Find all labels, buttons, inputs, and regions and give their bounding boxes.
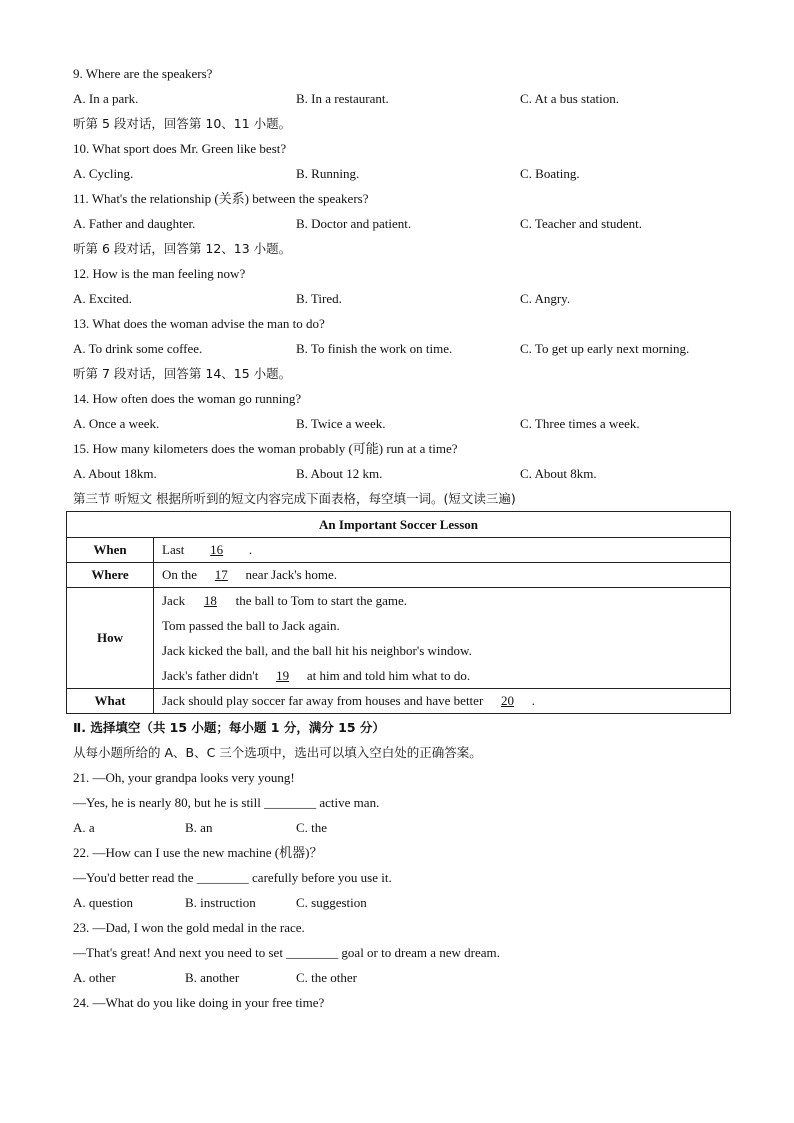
option-b: B. another bbox=[185, 970, 240, 985]
option-c: C. To get up early next morning. bbox=[520, 341, 690, 356]
row-label-how: How bbox=[67, 588, 154, 689]
options-13 bbox=[73, 338, 733, 363]
text: Jack's father didn't bbox=[162, 668, 259, 683]
table-row bbox=[67, 563, 731, 588]
instruction-note: 听第 7 段对话，回答第 14、15 小题。 bbox=[73, 366, 292, 381]
soccer-lesson-table bbox=[66, 511, 731, 714]
option-a: A. Excited. bbox=[73, 291, 132, 306]
option-b: B. instruction bbox=[185, 895, 256, 910]
option-b: B. To finish the work on time. bbox=[296, 341, 453, 356]
option-c: C. Angry. bbox=[520, 291, 571, 306]
options-10 bbox=[73, 163, 733, 188]
part2 bbox=[73, 717, 733, 1017]
instruction-note: 听第 5 段对话，回答第 10、11 小题。 bbox=[73, 116, 292, 131]
answer-blank-17: 17 bbox=[214, 567, 228, 582]
questions-top bbox=[73, 63, 733, 513]
answer-blank-20: 20 bbox=[501, 693, 515, 708]
text: . bbox=[531, 693, 536, 708]
question-12: 12. How is the man feeling now? bbox=[73, 266, 246, 281]
option-c: C. suggestion bbox=[296, 895, 367, 910]
question-15: 15. How many kilometers does the woman probably (可能) run at a time? bbox=[73, 441, 458, 456]
option-c: C. the other bbox=[296, 970, 358, 985]
instruction-note: 听第 6 段对话，回答第 12、13 小题。 bbox=[73, 241, 292, 256]
options-21 bbox=[73, 817, 733, 842]
question-21-reply: —Yes, he is nearly 80, but he is still ________ active man. bbox=[73, 795, 380, 810]
text: . bbox=[248, 542, 253, 557]
options-9 bbox=[73, 88, 733, 113]
option-b: B. Doctor and patient. bbox=[296, 216, 412, 231]
option-a: A. Cycling. bbox=[73, 166, 134, 181]
option-c: C. About 8km. bbox=[520, 466, 597, 481]
option-b: B. In a restaurant. bbox=[296, 91, 389, 106]
row-content-how bbox=[154, 588, 731, 689]
options-12 bbox=[73, 288, 733, 313]
option-c: C. Teacher and student. bbox=[520, 216, 642, 231]
text: Jack bbox=[162, 593, 186, 608]
part2-instruction: 从每小题所给的 A、B、C 三个选项中，选出可以填入空白处的正确答案。 bbox=[73, 745, 482, 760]
text: the ball to Tom to start the game. bbox=[235, 593, 408, 608]
row-content-what bbox=[154, 689, 731, 714]
question-22-prompt: 22. —How can I use the new machine (机器)？ bbox=[73, 845, 323, 860]
option-a: A. To drink some coffee. bbox=[73, 341, 203, 356]
options-22 bbox=[73, 892, 733, 917]
text: Last bbox=[162, 542, 185, 557]
question-23-reply: —That's great! And next you need to set ________ goal or to dream a new dream. bbox=[73, 945, 500, 960]
table-row bbox=[67, 588, 731, 689]
option-a: A. In a park. bbox=[73, 91, 139, 106]
text: at him and told him what to do. bbox=[306, 668, 471, 683]
options-23 bbox=[73, 967, 733, 992]
part2-heading: Ⅱ. 选择填空（共 15 小题；每小题 1 分，满分 15 分） bbox=[73, 720, 385, 735]
option-c: C. At a bus station. bbox=[520, 91, 619, 106]
option-a: A. other bbox=[73, 970, 116, 985]
question-22-reply: —You'd better read the ________ carefully before you use it. bbox=[73, 870, 392, 885]
option-b: B. an bbox=[185, 820, 213, 835]
row-content-when bbox=[154, 538, 731, 563]
row-label-where: Where bbox=[67, 563, 154, 588]
text: Tom passed the ball to Jack again. bbox=[162, 618, 340, 633]
table-row bbox=[67, 689, 731, 714]
question-14: 14. How often does the woman go running? bbox=[73, 391, 302, 406]
options-11 bbox=[73, 213, 733, 238]
option-b: B. About 12 km. bbox=[296, 466, 383, 481]
row-label-when: When bbox=[67, 538, 154, 563]
options-15 bbox=[73, 463, 733, 488]
text: Jack kicked the ball, and the ball hit his neighbor's window. bbox=[162, 643, 472, 658]
answer-blank-18: 18 bbox=[203, 593, 217, 608]
option-c: C. Boating. bbox=[520, 166, 580, 181]
option-a: A. Once a week. bbox=[73, 416, 160, 431]
row-label-what: What bbox=[67, 689, 154, 714]
table-title: An Important Soccer Lesson bbox=[67, 512, 731, 538]
text: Jack should play soccer far away from houses and have better bbox=[162, 693, 484, 708]
question-10: 10. What sport does Mr. Green like best? bbox=[73, 141, 287, 156]
question-13: 13. What does the woman advise the man to do? bbox=[73, 316, 325, 331]
question-21-prompt: 21. —Oh, your grandpa looks very young! bbox=[73, 770, 295, 785]
option-b: B. Running. bbox=[296, 166, 360, 181]
question-24-prompt: 24. —What do you like doing in your free time? bbox=[73, 995, 325, 1010]
section3-heading: 第三节 听短文 根据所听到的短文内容完成下面表格，每空填一词。(短文读三遍) bbox=[73, 491, 516, 506]
option-a: A. About 18km. bbox=[73, 466, 157, 481]
option-a: A. Father and daughter. bbox=[73, 216, 196, 231]
answer-blank-16: 16 bbox=[210, 542, 224, 557]
question-23-prompt: 23. —Dad, I won the gold medal in the race. bbox=[73, 920, 305, 935]
text: On the bbox=[162, 567, 198, 582]
option-b: B. Tired. bbox=[296, 291, 342, 306]
option-a: A. question bbox=[73, 895, 133, 910]
row-content-where bbox=[154, 563, 731, 588]
question-9: 9. Where are the speakers? bbox=[73, 66, 213, 81]
options-14 bbox=[73, 413, 733, 438]
text: near Jack's home. bbox=[245, 567, 338, 582]
option-c: C. the bbox=[296, 820, 328, 835]
option-c: C. Three times a week. bbox=[520, 416, 640, 431]
table-row bbox=[67, 538, 731, 563]
option-a: A. a bbox=[73, 820, 95, 835]
answer-blank-19: 19 bbox=[276, 668, 290, 683]
option-b: B. Twice a week. bbox=[296, 416, 386, 431]
question-11: 11. What's the relationship (关系) between the speakers? bbox=[73, 191, 369, 206]
